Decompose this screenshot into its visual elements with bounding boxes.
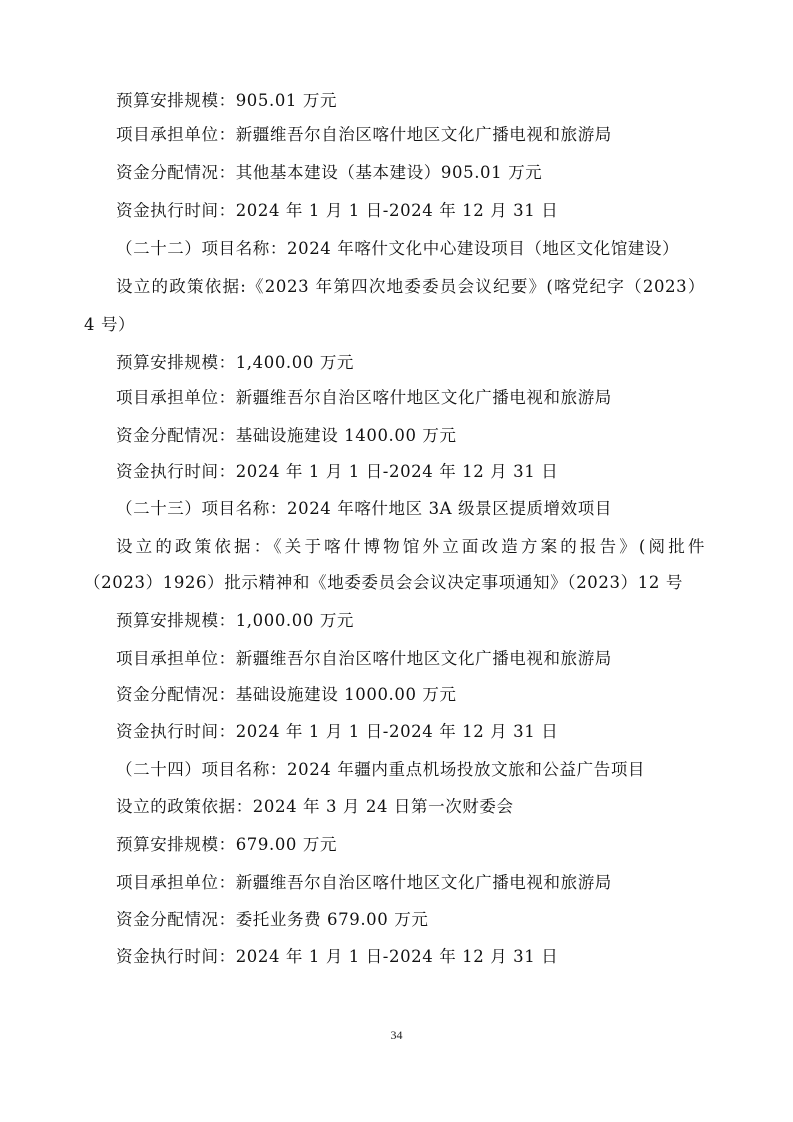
undertaking-unit-line: 项目承担单位：新疆维吾尔自治区喀什地区文化广播电视和旅游局 (116, 125, 612, 144)
fund-allocation-line: 资金分配情况：基础设施建设 1000.00 万元 (116, 685, 457, 704)
project-23-title: （二十三）项目名称：2024 年喀什地区 3A 级景区提质增效项目 (116, 499, 612, 518)
fund-allocation-line: 资金分配情况：委托业务费 679.00 万元 (116, 910, 429, 929)
budget-scale-line: 预算安排规模：1,400.00 万元 (116, 353, 355, 372)
policy-basis-continuation: 4 号） (84, 315, 136, 334)
budget-scale-line: 预算安排规模：679.00 万元 (116, 835, 338, 854)
policy-basis-line: 设立的政策依据:《2023 年第四次地委委员会议纪要》(喀党纪字（2023） (116, 277, 705, 296)
project-22-title: （二十二）项目名称：2024 年喀什文化中心建设项目（地区文化馆建设） (116, 239, 680, 258)
fund-allocation-line: 资金分配情况：基础设施建设 1400.00 万元 (116, 426, 457, 445)
policy-basis-continuation: （2023）1926）批示精神和《地委委员会会议决定事项通知》（2023）12 号 (84, 573, 683, 592)
project-24-title: （二十四）项目名称：2024 年疆内重点机场投放文旅和公益广告项目 (116, 760, 646, 779)
budget-scale-line: 预算安排规模：1,000.00 万元 (116, 611, 355, 630)
budget-scale-line: 预算安排规模：905.01 万元 (116, 91, 338, 110)
execution-time-line: 资金执行时间：2024 年 1 月 1 日-2024 年 12 月 31 日 (116, 947, 559, 966)
execution-time-line: 资金执行时间：2024 年 1 月 1 日-2024 年 12 月 31 日 (116, 722, 559, 741)
execution-time-line: 资金执行时间：2024 年 1 月 1 日-2024 年 12 月 31 日 (116, 201, 559, 220)
page-number: 34 (390, 1028, 403, 1042)
undertaking-unit-line: 项目承担单位：新疆维吾尔自治区喀什地区文化广播电视和旅游局 (116, 649, 612, 668)
execution-time-line: 资金执行时间：2024 年 1 月 1 日-2024 年 12 月 31 日 (116, 462, 559, 481)
undertaking-unit-line: 项目承担单位：新疆维吾尔自治区喀什地区文化广播电视和旅游局 (116, 873, 612, 892)
undertaking-unit-line: 项目承担单位：新疆维吾尔自治区喀什地区文化广播电视和旅游局 (116, 388, 612, 407)
fund-allocation-line: 资金分配情况：其他基本建设（基本建设）905.01 万元 (116, 163, 543, 182)
policy-basis-line: 设立的政策依据：《关于喀什博物馆外立面改造方案的报告》(阅批件 (116, 537, 705, 556)
policy-basis-line: 设立的政策依据：2024 年 3 月 24 日第一次财委会 (116, 797, 514, 816)
